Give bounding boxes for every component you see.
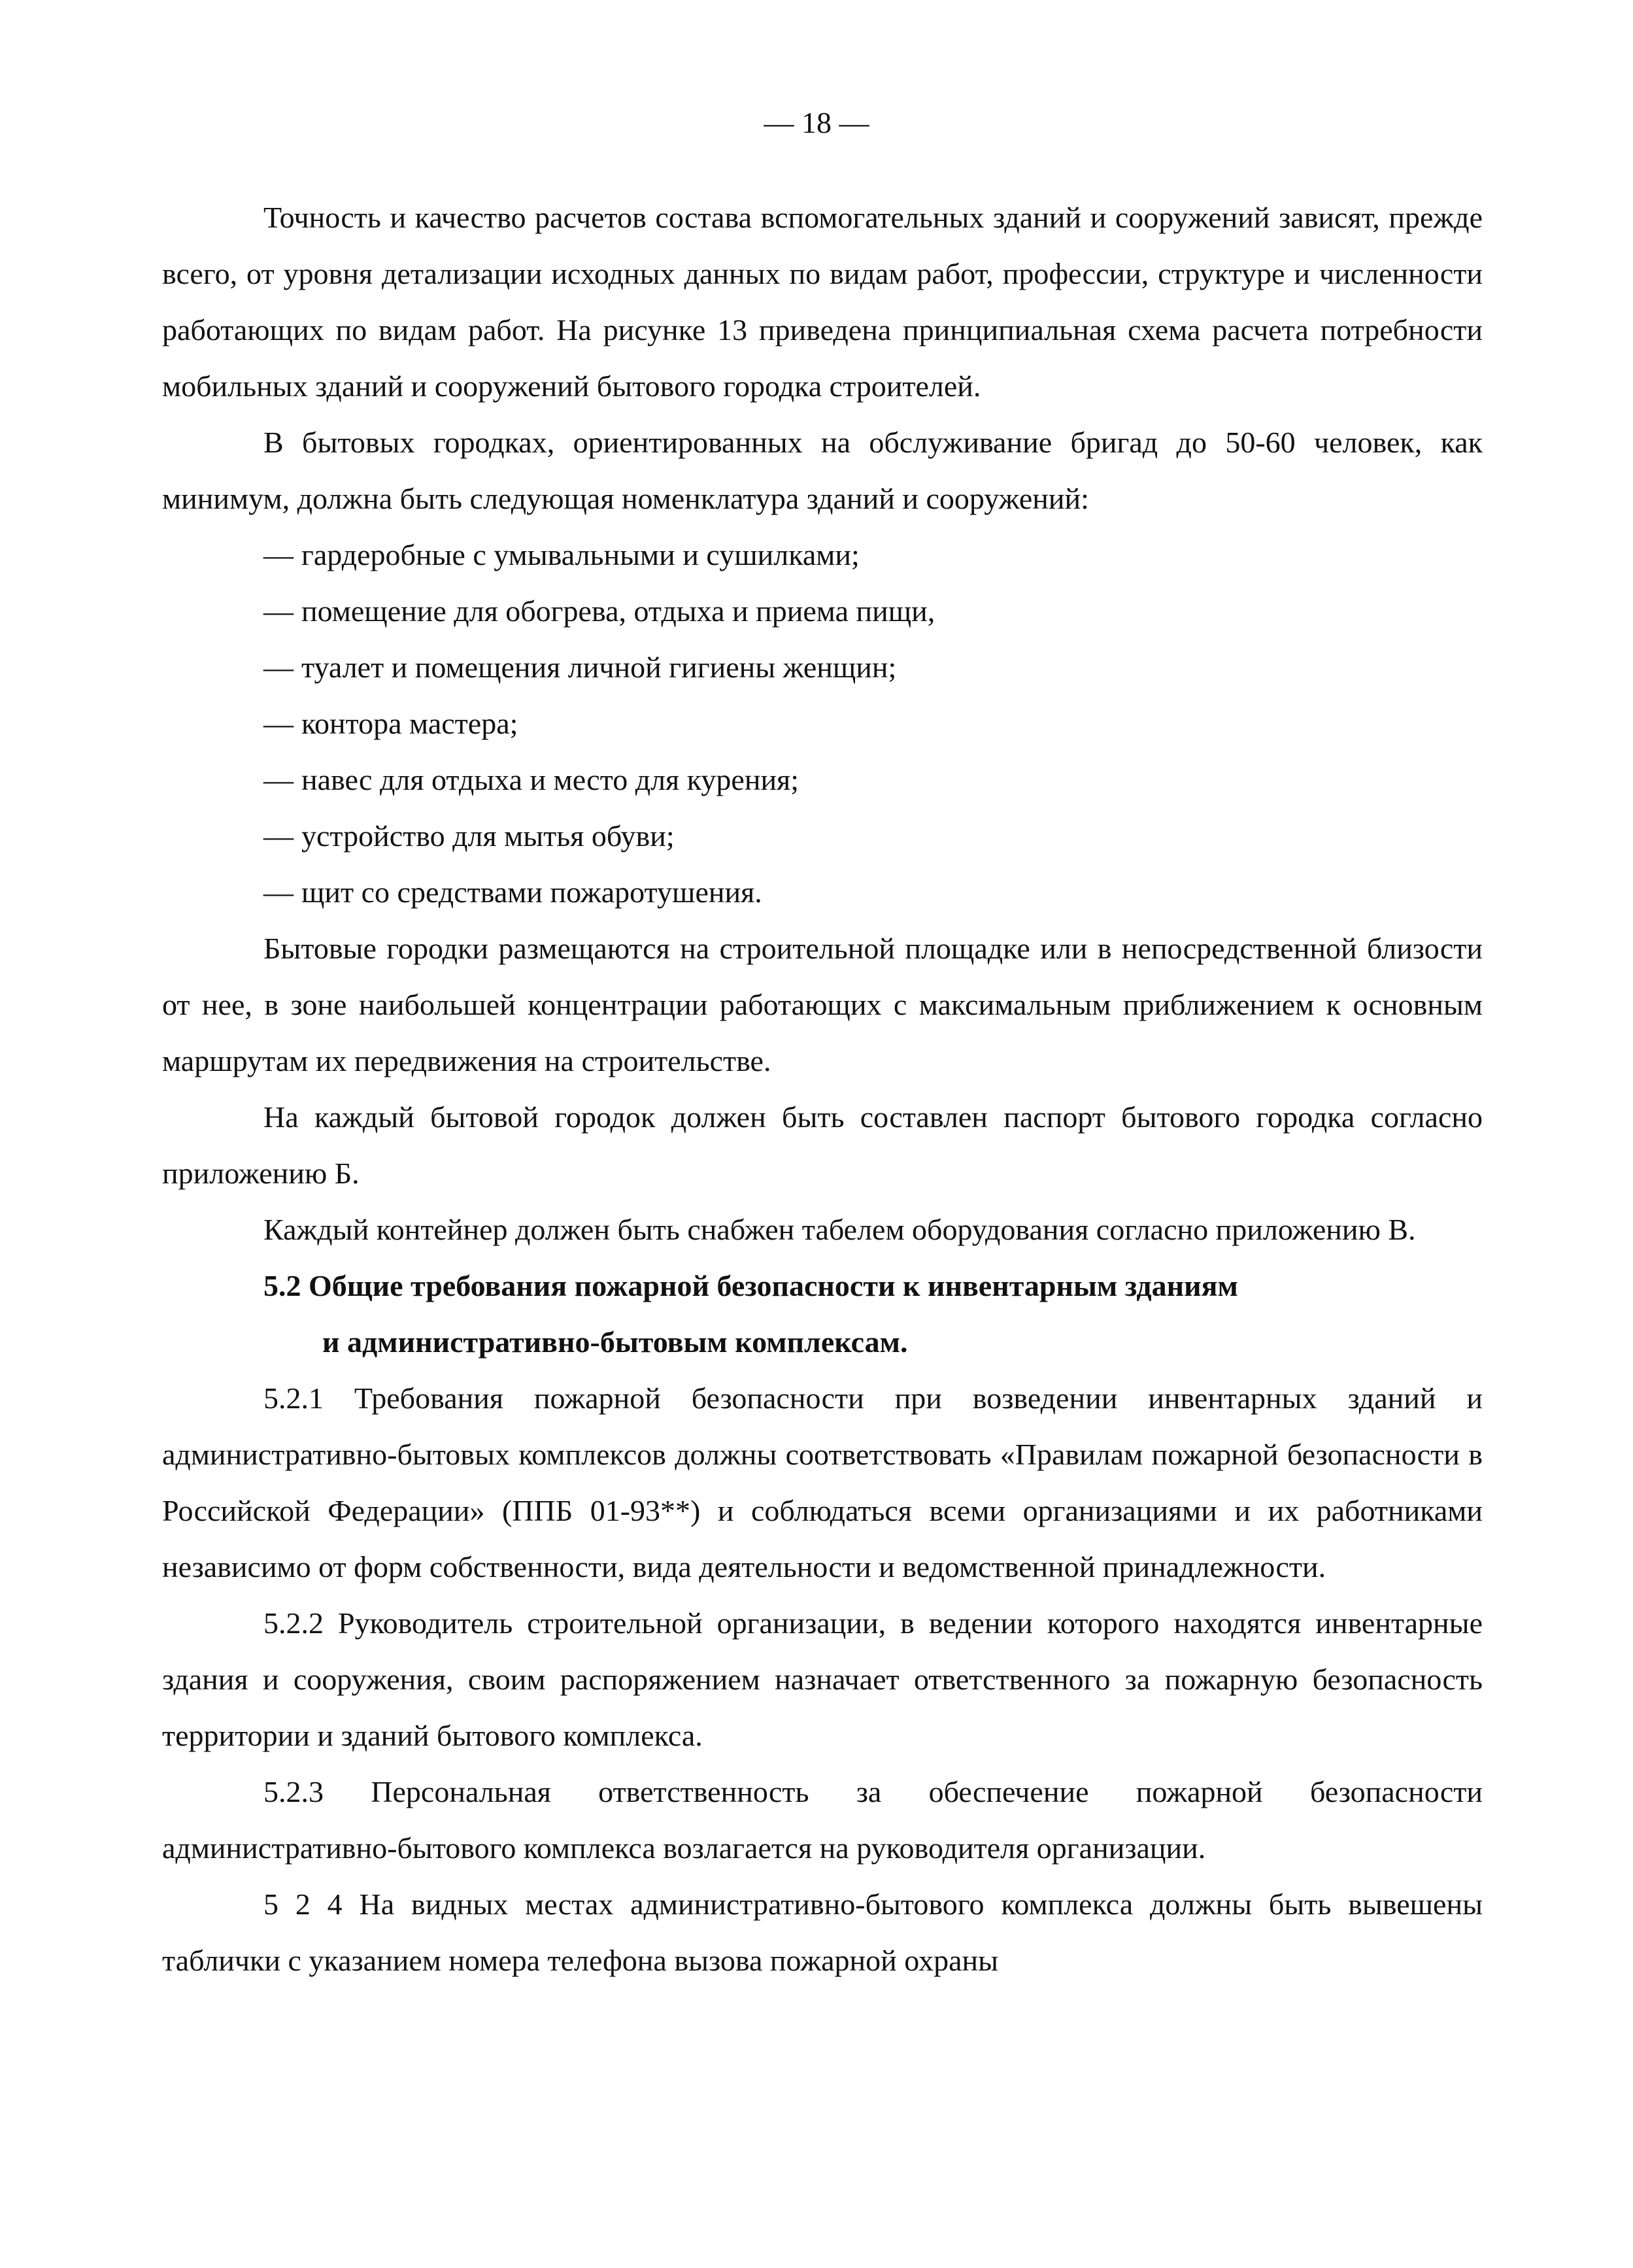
- requirements-list: [162, 527, 1483, 921]
- list-item-text: гардеробные с умывальными и сушилками;: [301, 538, 860, 571]
- list-dash: —: [263, 594, 294, 628]
- clause-5-2-1: 5.2.1 Требования пожарной безопасности при возведении инвентарных зданий и административно-бытовых комплексов должны соответствовать «Правилам пожарной безопасности в Российской Федерации» (ППБ 01-93**) и соблюдаться всеми организациями и их работниками независимо от форм собственности, вида деятельности и ведомственной принадлежности.: [162, 1381, 1483, 1583]
- list-dash: —: [263, 875, 294, 909]
- list-item-text: туалет и помещения личной гигиены женщин;: [301, 651, 897, 684]
- list-item: [162, 864, 1483, 921]
- clause-5-2-4: 5 2 4 На видных местах административно-бытового комплекса должны быть вывешены таблички с указанием номера телефона вызова пожарной охраны: [162, 1887, 1483, 1977]
- list-item: [162, 696, 1483, 752]
- paragraph: Бытовые городки размещаются на строительной площадке или в непосредственной близости от нее, в зоне наибольшей концентрации работающих с максимальным приближением к основным маршрутам их передвижения на строительстве.: [162, 932, 1483, 1077]
- list-item-text: навес для отдыха и место для курения;: [301, 763, 799, 796]
- list-item-text: устройство для мытья обуви;: [301, 819, 675, 853]
- paragraph: Точность и качество расчетов состава вспомогательных зданий и сооружений зависят, прежде всего, от уровня детализации исходных данных по видам работ, профессии, структуре и численности работающих по видам работ. На рисунке 13 приведена принципиальная схема расчета потребности мобильных зданий и сооружений бытового городка строителей.: [162, 201, 1483, 403]
- paragraph: В бытовых городках, ориентированных на обслуживание бригад до 50-60 человек, как минимум, должна быть следующая номенклатура зданий и сооружений:: [162, 426, 1483, 515]
- section-heading-line1: 5.2 Общие требования пожарной безопасности к инвентарным зданиям: [263, 1269, 1238, 1302]
- clause-5-2-3: 5.2.3 Персональная ответственность за обеспечение пожарной безопасности административно-бытового комплекса возлагается на руководителя организации.: [162, 1775, 1483, 1865]
- list-item-text: щит со средствами пожаротушения.: [301, 875, 762, 909]
- list-dash: —: [263, 763, 294, 796]
- list-item-text: контора мастера;: [301, 707, 518, 740]
- list-item: [162, 808, 1483, 864]
- list-dash: —: [263, 819, 294, 853]
- document-body: [162, 190, 1483, 1989]
- section-heading-line2: и административно-бытовым комплексам.: [322, 1325, 908, 1359]
- list-dash: —: [263, 651, 294, 684]
- list-item: [162, 583, 1483, 639]
- list-dash: —: [263, 538, 294, 571]
- section-heading: [162, 1258, 1483, 1370]
- list-item: [162, 752, 1483, 808]
- list-item: [162, 639, 1483, 696]
- paragraph: На каждый бытовой городок должен быть составлен паспорт бытового городка согласно приложению Б.: [162, 1100, 1483, 1190]
- list-dash: —: [263, 707, 294, 740]
- clause-5-2-2: 5.2.2 Руководитель строительной организации, в ведении которого находятся инвентарные здания и сооружения, своим распоряжением назначает ответственного за пожарную безопасность территории и зданий бытового комплекса.: [162, 1606, 1483, 1752]
- page-number: — 18 —: [764, 106, 869, 139]
- list-item-text: помещение для обогрева, отдыха и приема пищи,: [301, 594, 935, 628]
- list-item: [162, 527, 1483, 583]
- paragraph: Каждый контейнер должен быть снабжен табелем оборудования согласно приложению В.: [263, 1213, 1416, 1246]
